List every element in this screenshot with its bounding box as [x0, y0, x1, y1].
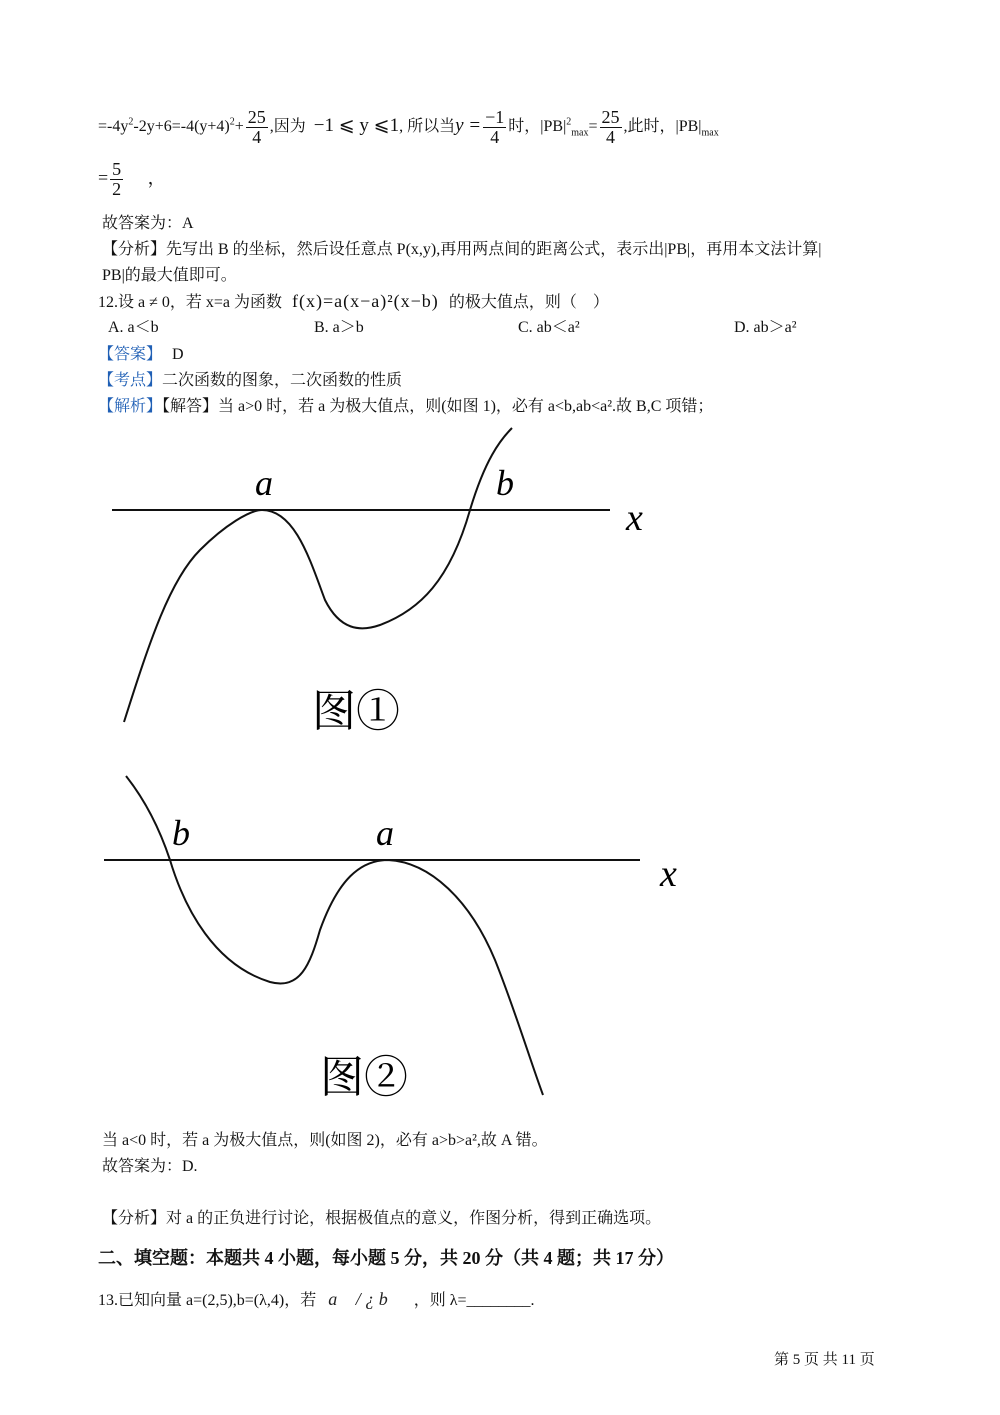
- fig2-caption: 图②: [320, 1053, 408, 1102]
- vector-parallel: a⃗ / ¿ b⃗: [328, 1289, 402, 1309]
- fig1-caption: 图①: [312, 687, 400, 736]
- after-figure-text: 当 a<0 时，若 a 为极大值点，则(如图 2)，必有 a>b>a²,故 A 错。: [102, 1132, 548, 1149]
- question-13: 13.已知向量 a=(2,5),b=(λ,4)，若 a⃗ / ¿ b⃗ ，则 λ=________.: [98, 1289, 535, 1309]
- option-c: C. ab＜a²: [518, 319, 580, 336]
- y-range: −1 ⩽ y ⩽1: [313, 115, 400, 137]
- fig1-label-b: b: [496, 463, 514, 503]
- page-footer: 第 5 页 共 11 页: [774, 1352, 875, 1368]
- option-b: B. a＞b: [314, 319, 364, 336]
- fig2-label-a: a: [376, 813, 394, 853]
- fig1-label-a: a: [255, 463, 273, 503]
- question-12-stem: 12.设 a ≠ 0，若 x=a 为函数 f(x)=a(x−a)²(x−b) 的极大值点，则（ ）: [98, 291, 609, 311]
- function-expression: f(x)=a(x−a)²(x−b): [292, 291, 439, 311]
- equation-line-1: $=-4y^2-2y+6=-4(y+4)^2+$ $\frac{25}{4}$ ,因为 −1 ⩽ y ⩽1, 所以当y = $\frac{-1}{4}$ 时，$|PB|^2_{max}=$ $\frac{25}{4}$ ,此时，$|PB|_{max}$: [98, 107, 719, 147]
- section-heading: 二、填空题：本题共 4 小题，每小题 5 分，共 20 分（共 4 题；共 17 分）: [98, 1248, 674, 1268]
- option-a: A. a＜b: [108, 319, 159, 336]
- answer-11: 故答案为：A: [102, 215, 194, 232]
- fig1-label-x: x: [626, 497, 643, 539]
- knowledge-point: 【考点】二次函数的图象，二次函数的性质: [98, 372, 403, 389]
- fraction-5-2: $\frac{5}{2}$: [112, 159, 122, 199]
- analysis-12: 【分析】对 a 的正负进行讨论，根据极值点的意义，作图分析，得到正确选项。: [102, 1210, 662, 1227]
- answer-12: 故答案为：D.: [102, 1158, 198, 1175]
- fig1-curve: [124, 428, 512, 722]
- equation-line-2: = $\frac{5}{2}$ ，: [98, 159, 166, 199]
- fraction-neg1-4: $\frac{-1}{4}$: [485, 107, 505, 147]
- fig2-label-x: x: [660, 853, 677, 895]
- option-d: D. ab＞a²: [734, 319, 797, 336]
- fraction-25-4-b: $\frac{25}{4}$: [601, 107, 620, 147]
- analysis-11-line-2: PB|的最大值即可。: [102, 267, 237, 284]
- analysis-11-line-1: 【分析】先写出 B 的坐标，然后设任意点 P(x,y),再用两点间的距离公式，表示出|PB|，再用本文法计算|: [102, 241, 822, 258]
- fig2-label-b: b: [172, 813, 190, 853]
- solution-line: 【解析】【解答】当 a>0 时，若 a 为极大值点，则(如图 1)，必有 a<b,ab<a².故 B,C 项错；: [98, 398, 714, 415]
- answer-12-label: 【答案】 D: [98, 346, 184, 363]
- fraction-25-4: $\frac{25}{4}$: [247, 107, 266, 147]
